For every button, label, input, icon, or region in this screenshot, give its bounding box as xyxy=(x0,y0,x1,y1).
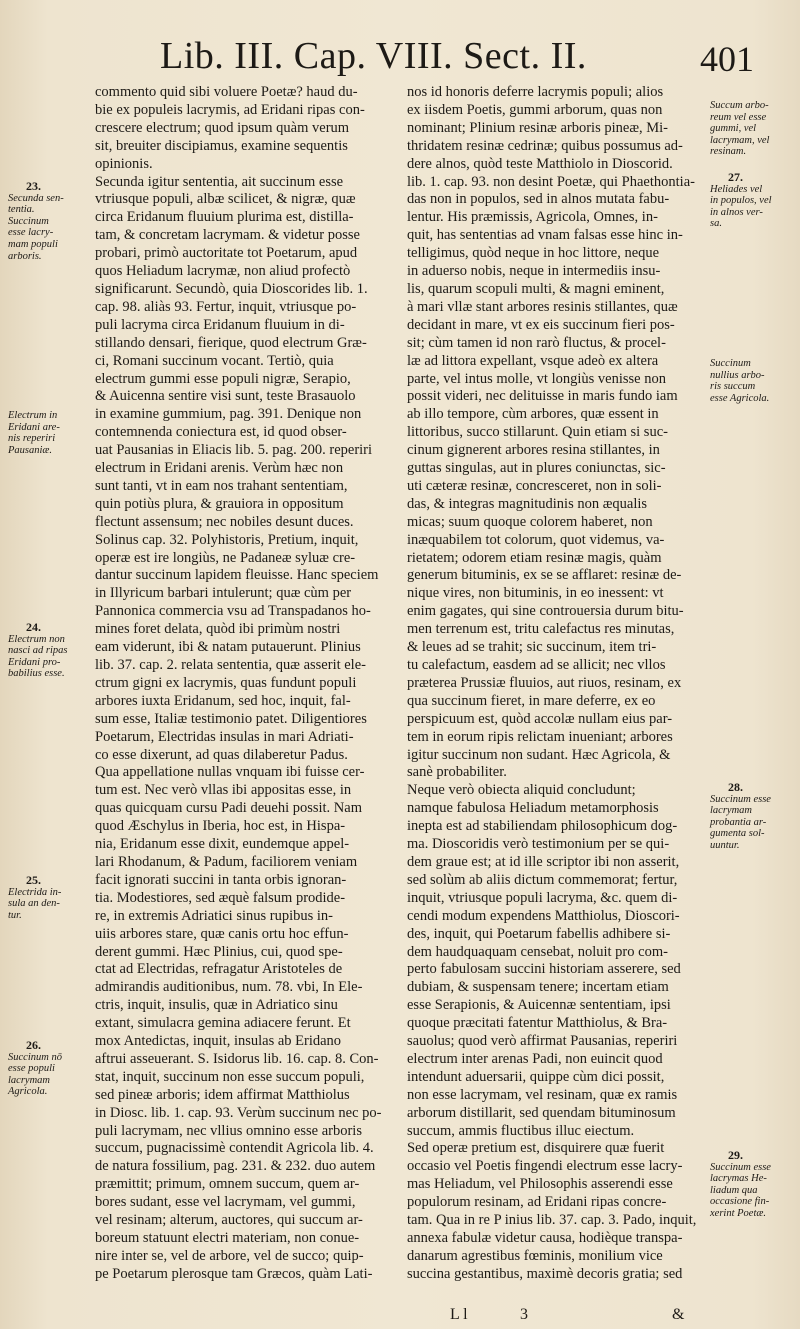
margin-note-left-4: 25. Electrida in- sula an den- tur. xyxy=(8,873,62,921)
text-line: Solinus cap. 32. Polyhistoris, Pretium, inquit, xyxy=(95,531,359,548)
text-line: lib. 1. cap. 93. non desint Poetæ, qui Phaethontia- xyxy=(407,173,695,190)
text-line: lentur. His præmissis, Agricola, Omnes, in- xyxy=(407,209,658,226)
text-line: facit ignorati succini in tanta orbis ignoran- xyxy=(95,871,347,888)
text-line: in Illyricum barbari intulerunt; quæ cùm per xyxy=(95,585,352,602)
text-line: dem graue est; at id ille scriptor ibi non asserit, xyxy=(407,853,680,870)
text-line: nique vires, non bituminis, in eo inessent: vt xyxy=(407,585,664,602)
text-line: telligimus, quòd neque in hoc littore, neque xyxy=(407,245,660,262)
text-line: quit, has sententias ad vnam falsas esse hinc in- xyxy=(407,227,683,244)
text-line: occasio vel Poetis fingendi electrum esse lacry- xyxy=(407,1158,683,1175)
text-line: flectunt assensum; nec nobiles desunt duces. xyxy=(95,513,354,530)
text-line: des, inquit, qui Poetarum fabellis adhibere si- xyxy=(407,925,671,942)
text-line: extant, simulacra gemina adiacere ferunt. Et xyxy=(95,1015,351,1032)
text-line: Sed operæ pretium est, disquirere quæ fuerit xyxy=(407,1140,665,1157)
text-line: derent gummi. Hæc Plinius, cui, quod spe- xyxy=(95,943,343,960)
text-line: ctrum gigni ex lacrymis, quas fundunt populi xyxy=(95,674,357,691)
text-line: stat, inquit, succinum non esse succum populi, xyxy=(95,1068,365,1085)
text-line: enim gagates, qui sine controuersia durum bitu- xyxy=(407,603,684,620)
text-line: in aduerso nobis, neque in intermediis insu- xyxy=(407,263,661,280)
text-line: cinum gignerent arbores resina stillantes, in xyxy=(407,442,660,459)
text-line: ab illo tempore, cùm arbores, quæ essent in xyxy=(407,406,659,423)
text-line: qua succinum fieret, in mare deferre, ex eo xyxy=(407,692,656,709)
text-line: pe Poetarum plerosque tam Græcos, quàm Lati- xyxy=(95,1265,373,1282)
text-line: tam, & concretam lacrymam. & videtur posse xyxy=(95,227,360,244)
running-title: Lib. III. Cap. VIII. Sect. II. xyxy=(160,35,587,77)
text-line: vel resinam; alterum, auctores, qui succum ar- xyxy=(95,1212,363,1229)
signature-mark: L l xyxy=(450,1306,468,1323)
text-line: puli lacrymam, nec vllius omnino esse arboris xyxy=(95,1122,362,1139)
text-line: uti cæteræ resinæ, concresceret, non in soli- xyxy=(407,477,662,494)
text-line: danarum agrestibus fœminis, monilium vice xyxy=(407,1247,663,1264)
text-line: parte, vel intus molle, vt longiùs venisse non xyxy=(407,370,666,387)
text-line: bores sudant, esse vel lacrymam, vel gummi, xyxy=(95,1194,356,1211)
text-line: intendunt aduersarii, quippe cùm dici possit, xyxy=(407,1068,665,1085)
catchword: & xyxy=(672,1306,685,1323)
right-text-column xyxy=(407,84,705,1284)
text-line: succum, ammis fluctibus illuc eiectum. xyxy=(407,1122,635,1139)
text-line: commento quid sibi voluere Poetæ? haud du- xyxy=(95,84,358,100)
text-line: nominant; Plinium resinæ arboris pineæ, Mi- xyxy=(407,119,668,136)
text-line: rietatem; odorem etiam resinæ magis, quàm xyxy=(407,549,662,566)
text-line: puli lacryma circa Eridanum fluuium in di- xyxy=(95,316,345,333)
margin-note-right-3: Succinum nullius arbo- ris succum esse Agricola. xyxy=(710,358,770,404)
text-line: mox Antedictas, inquit, insulas ab Eridano xyxy=(95,1033,342,1050)
text-line: sum esse, Italiæ testimonio patet. Diligentiores xyxy=(95,710,367,727)
text-line: ma. Dioscoridis verò testimonium per se qui- xyxy=(407,836,670,853)
text-line: sanè probabiliter. xyxy=(407,764,507,781)
margin-note-right-2: 27. Heliades vel in populos, vel in alnos ver- sa. xyxy=(710,170,772,230)
text-line: tu calefactum, easdem ad se allicit; nec vllos xyxy=(407,657,666,673)
text-line: tem in eorum ripis relictam inueniant; arbores xyxy=(407,728,673,745)
text-line: cendi modum expendens Matthiolus, Dioscori- xyxy=(407,907,680,924)
text-line: non esse lacrymam, vel resinam, quæ ex ramis xyxy=(407,1086,678,1103)
text-line: decidant in mare, vt ex eis succinum fieri pos- xyxy=(407,316,675,333)
text-line: sed pineæ arboris; idem affirmat Matthiolus xyxy=(95,1086,350,1103)
text-line: admirandis auditionibus, num. 78. vbi, In Ele- xyxy=(95,979,363,996)
text-line: dem haudquaquam censebat, noluit pro com- xyxy=(407,943,668,960)
text-line: inquit, vtriusque populi lacryma, &c. quem di- xyxy=(407,889,678,906)
text-line: quas quicquam cursu Padi deuehi possit. Nam xyxy=(95,800,362,817)
text-line: lari Rhodanum, & Padum, faciliorem veniam xyxy=(95,853,358,870)
text-line: ctat ad Electridas, refragatur Aristoteles de xyxy=(95,961,343,978)
text-line: men terrenum est, tritu calefactus res minutas, xyxy=(407,621,675,638)
text-line: sit, breuiter discipiamus, examine sequentis xyxy=(95,137,348,154)
text-line: dere alnos, quòd teste Matthiolo in Dioscorid. xyxy=(407,155,673,172)
text-line: inepta est ad stabiliendam philosophicum dog- xyxy=(407,818,678,835)
text-line: cap. 98. aliàs 93. Fertur, inquit, vtriusque po- xyxy=(95,298,357,315)
text-line: arbores iuxta Eridanum, sed hoc, inquit, fal- xyxy=(95,692,351,709)
text-line: tam. Qua in re P inius lib. 37. cap. 3. Pado, inquit, xyxy=(407,1212,697,1229)
text-line: Qua appellatione nullas vnquam ibi fuisse cer- xyxy=(95,764,365,781)
margin-note-left-3: 24. Electrum non nasci ad ripas Eridani pro- babilius esse. xyxy=(8,620,68,680)
text-line: thridatem resinæ cedrinæ; quibus possumus ad- xyxy=(407,137,683,154)
text-line: sunt tanti, vt in eam nos trahant sententiam, xyxy=(95,477,348,494)
text-line: mas Heliadum, vel Philosophis asserendi esse xyxy=(407,1176,673,1193)
text-line: bie ex populeis lacrymis, ad Eridani ripas con- xyxy=(95,101,365,118)
left-text-column xyxy=(95,84,393,1284)
text-line: sauolus; quod verò affirmat Pausanias, reperiri xyxy=(407,1033,678,1050)
text-line: dantur succinum lapidem fleuisse. Hanc speciem xyxy=(95,567,379,584)
text-line: inæquabilem tot colorum, quot videmus, va- xyxy=(407,531,665,548)
text-line: ci, Romani succinum vocant. Tertiò, quia xyxy=(95,352,334,369)
text-line: possit videri, nec delituisse in maris fundo iam xyxy=(407,388,678,405)
text-line: co esse dixerunt, ad quas dilaberetur Padus. xyxy=(95,746,348,763)
text-line: mines foret delata, quòd ibi primùm nostri xyxy=(95,621,341,638)
text-line: Neque verò obiecta aliquid concludunt; xyxy=(407,782,636,799)
text-line: re, in extremis Adriatici sinus rupibus in- xyxy=(95,907,334,924)
text-line: ex iisdem Poetis, gummi arborum, quas non xyxy=(407,101,663,118)
text-line: aftrui asseuerant. S. Isidorus lib. 16. cap. 8. Con- xyxy=(95,1050,379,1067)
page-number: 401 xyxy=(700,39,754,79)
text-line: das non in populos, sed in alnos mutata fabu- xyxy=(407,191,670,208)
text-line: sit; cùm tamen id non rarò fluctus, & procel- xyxy=(407,334,666,351)
text-line: quod Æschylus in Iberia, hoc est, in Hispa- xyxy=(95,818,346,835)
margin-note-left-5: 26. Succinum nō esse populi lacrymam Agricola. xyxy=(8,1038,62,1098)
margin-note-left-2: Electrum in Eridani are- nis reperiri Pausaniæ. xyxy=(8,410,60,456)
text-line: & Auicenna sentire visi sunt, teste Brasauolo xyxy=(95,388,356,405)
text-line: stillando densari, fierique, quod electrum Græ- xyxy=(95,334,367,351)
text-line: dubiam, & suspensam tenere; incertam etiam xyxy=(407,979,669,996)
text-line: eam viderunt, ibi & natam putauerunt. Plinius xyxy=(95,639,361,656)
text-line: sed solùm ab aliis dictum commemorat; fertur, xyxy=(407,871,678,888)
text-line: læ ad littora expellant, vsque adeò ex altera xyxy=(407,352,659,369)
text-line: lib. 37. cap. 2. relata sententia, quæ asserit ele- xyxy=(95,657,366,673)
text-line: succina gestantibus, maximè decoris gratia; sed xyxy=(407,1265,683,1282)
signature-number: 3 xyxy=(520,1306,528,1323)
text-line: crescere electrum; quod ipsum quàm verum xyxy=(95,119,350,136)
text-line: Pannonica commercia vsu ad Transpadanos ho- xyxy=(95,603,371,620)
text-line: uat Pausanias in Eliacis lib. 5. pag. 200. reperiri xyxy=(95,442,373,459)
text-line: namque fabulosa Heliadum metamorphosis xyxy=(407,800,659,817)
text-line: esse Serapionis, & Auicennæ sententiam, ipsi xyxy=(407,997,671,1014)
text-line: igitur succinum non sudant. Hæc Agricola, & xyxy=(407,746,671,763)
text-line: à mari vllæ stant arbores resinis stillantes, quæ xyxy=(407,298,678,315)
text-line: Poetarum, Electridas insulas in mari Adriati- xyxy=(95,728,354,745)
text-line: arborum distillarit, sed quendam bituminosum xyxy=(407,1104,676,1121)
text-line: in Diosc. lib. 1. cap. 93. Verùm succinum nec po- xyxy=(95,1104,382,1121)
text-line: præterea Prussiæ fluuios, aut riuos, resinam, ex xyxy=(407,674,682,691)
text-line: electrum in Eridani arenis. Verùm hæc non xyxy=(95,460,344,477)
text-line: operæ est ire longiùs, ne Padaneæ syluæ cre- xyxy=(95,549,356,566)
margin-note-right-1: Succum arbo- reum vel esse gummi, vel lacrymam, vel resinam. xyxy=(710,100,770,158)
text-line: littoribus, succo stillarunt. Quin etiam si suc- xyxy=(407,424,668,441)
margin-note-right-5: 29. Succinum esse lacrymas He- liadum qua occasione fin- xerint Poetæ. xyxy=(710,1148,771,1219)
text-line: probari, primò auctoritate tot Poetarum, apud xyxy=(95,245,358,262)
text-line: in examine gummium, pag. 391. Denique non xyxy=(95,406,362,423)
text-line: annexa fabulæ videtur causa, hodièque transpa- xyxy=(407,1230,683,1246)
running-head xyxy=(0,28,800,80)
text-line: micas; suum quoque colorem haberet, non xyxy=(407,513,653,530)
text-line: significarunt. Secundò, quia Dioscorides lib. 1. xyxy=(95,280,368,297)
text-line: vtriusque populi, albæ scilicet, & nigræ, quæ xyxy=(95,191,356,208)
text-line: guttas singulas, aut in plures coniunctas, sic- xyxy=(407,460,666,477)
text-line: generum bituminis, ex se se afflaret: resinæ de- xyxy=(407,567,682,584)
margin-note-right-4: 28. Succinum esse lacrymam probantia ar- gumenta sol- uuntur. xyxy=(710,780,771,851)
text-line: & leues ad se trahit; sic succinum, item tri- xyxy=(407,639,657,656)
text-line: præmittit; primum, omnem succum, quem ar- xyxy=(95,1176,360,1193)
text-line: contemnenda coniectura est, id quod obser- xyxy=(95,424,347,441)
text-line: perspicuum est, quòd accolæ nullam eius par- xyxy=(407,710,673,727)
text-line: ctris, inquit, insulis, quæ in Adriatico sinu xyxy=(95,997,338,1014)
text-line: das, & integras magnitudinis non æqualis xyxy=(407,495,648,512)
text-line: electrum inter arenas Padi, non euincit quod xyxy=(407,1050,663,1067)
text-line: lis, quarum scopuli multi, & magni eminent, xyxy=(407,280,665,297)
text-line: tia. Modestiores, sed æquè falsum prodide- xyxy=(95,889,346,906)
text-line: nia, Eridanum esse dixit, eundemque appel- xyxy=(95,836,350,853)
text-line: populorum resinam, ad Eridani ripas concre- xyxy=(407,1194,667,1211)
text-line: nos id honoris deferre lacrymis populi; alios xyxy=(407,84,664,100)
text-line: nire inter se, vel de arbore, vel de succo; quip- xyxy=(95,1247,364,1264)
text-line: opinionis. xyxy=(95,155,153,172)
text-line: tum est. Nec verò vllas ibi appositas esse, in xyxy=(95,782,352,799)
text-line: boreum statuunt electri materiam, non conue- xyxy=(95,1230,360,1246)
text-line: quos Heliadum lacrymæ, non aliud profectò xyxy=(95,263,351,280)
text-line: electrum gummi esse populi nigræ, Serapio, xyxy=(95,370,351,387)
text-line: quoque præcitati fatentur Matthiolus, & Bra- xyxy=(407,1015,668,1032)
text-line: quin potiùs plura, & grauiora in oppositum xyxy=(95,495,344,512)
text-line: succum, pugnacissimè contendit Agricola lib. 4. xyxy=(95,1140,374,1157)
text-line: circa Eridanum fluuium plurima est, distilla- xyxy=(95,209,354,226)
text-line: de natura fossilium, pag. 231. & 232. duo autem xyxy=(95,1158,376,1175)
text-line: uiis arbores stare, quæ canis ortu hoc effun- xyxy=(95,925,349,942)
text-line: Secunda igitur sententia, ait succinum esse xyxy=(95,173,344,190)
text-line: perto fabulosam succini historiam asserere, sed xyxy=(407,961,681,978)
margin-note-left-1: 23. Secunda sen- tentia. Succinum esse lacry- mam populi arboris. xyxy=(8,179,64,262)
